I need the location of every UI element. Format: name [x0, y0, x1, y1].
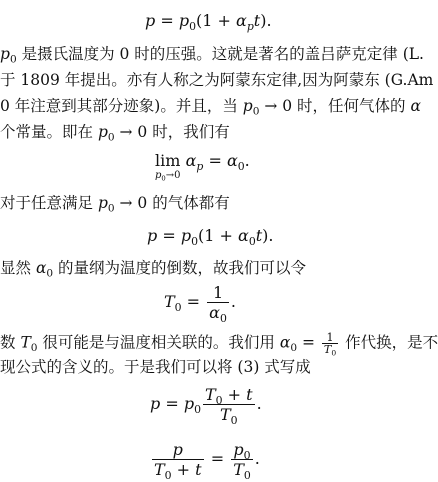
text-line-7: 数 $T_0$ 很可能是与温度相关联的。我们用 $\alpha_0$ = $\frac{1}{T_0}$ 作代换，是不	[0, 331, 438, 358]
equation-limit: lim $p_0\to 0$ $\alpha_p = \alpha_0$.	[155, 151, 250, 183]
text-line-1: $p_0$ 是摄氏温度为 0 时的压强。这就是著名的盖吕萨克定律 (L.	[0, 45, 424, 66]
text-line-2: 于 1809 年提出。亦有人称之为阿蒙东定律,因为阿蒙东 (G.Am	[0, 71, 434, 89]
equation-temperature-form: $p = p_0$ $\frac{T_0 + t}{T_0}$ .	[150, 385, 262, 427]
text-line-8: 现公式的含义的。于是我们可以将 (3) 式写成	[0, 358, 311, 376]
equation-ideal: $p = p_0(1 + \alpha_0t)$.	[147, 226, 274, 248]
text-line-5: 对于任意满足 $p_0 \to 0$ 的气体都有	[0, 194, 230, 215]
equation-gay-lussac: $p = p_0(1 + \alpha_pt)$.	[145, 11, 272, 33]
text-line-3: 0 年注意到其部分迹象)。并且，当 $p_0 \to 0$ 时，任何气体的 α	[0, 97, 421, 118]
fraction-1-over-alpha0: $\frac{1}{\alpha_0}$	[209, 283, 227, 325]
text-line-4: 个常量。即在 $p_0 \to 0$ 时，我们有	[0, 123, 230, 144]
equation-t0: $T_0$ = $\frac{1}{\alpha_0}$ .	[164, 283, 236, 325]
equation-ratio: $\frac{p}{T_0 + t}$ = $\frac{p_0}{T_0}$ .	[154, 440, 260, 482]
text-line-6: 显然 $\alpha_0$ 的量纲为温度的倒数，故我们可以令	[0, 259, 307, 280]
